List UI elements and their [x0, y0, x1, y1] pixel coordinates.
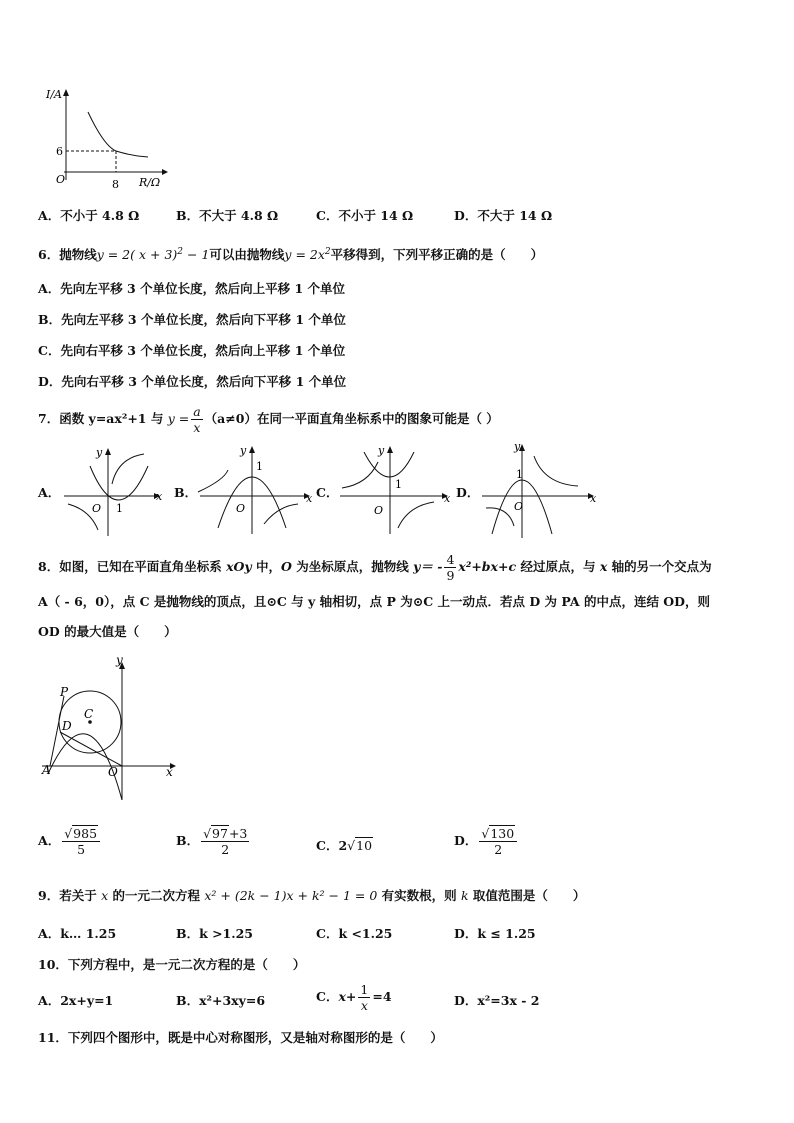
q8-option-b[interactable] [176, 826, 251, 857]
q7-graph-b[interactable] [194, 440, 320, 538]
q8-l1-e: 为坐标原点，抛物线 [291, 559, 414, 574]
q8-l1-g: x²+bx+c [458, 559, 517, 574]
q8-option-d[interactable] [454, 826, 519, 857]
q8-option-a-letter: A． [38, 833, 61, 848]
q6-formula-2 [284, 247, 330, 262]
q11-stem: 11．下列四个图形中，既是中心对称图形，又是轴对称图形的是（ ） [38, 1030, 443, 1045]
q7a-x-label: x [156, 490, 163, 503]
q5-y-label: I/A [46, 88, 62, 101]
q6-stem-suffix: 平移得到，下列平移正确的是（ ） [330, 247, 544, 263]
q10-option-c-a: x+ [338, 989, 357, 1004]
q10-option-c-den: x [360, 998, 368, 1013]
q7d-origin: O [514, 500, 524, 513]
q8-line-1 [38, 552, 712, 583]
q10-option-d[interactable]: D．x²=3x - 2 [454, 993, 540, 1008]
q8-option-b-letter: B． [176, 833, 200, 848]
q7-stem-prefix: 7．函数 y=ax²+1 与 [38, 411, 168, 426]
q7b-y-arrow [249, 446, 255, 453]
q8-option-a[interactable] [38, 826, 102, 857]
q8-l1-b: xOy [226, 559, 252, 574]
q6-option-b[interactable]: B．先向左平移 3 个单位长度，然后向下平移 1 个单位 [38, 312, 346, 327]
q8-figure [36, 650, 186, 808]
q7b-one: 1 [256, 460, 263, 473]
q10-option-c-b: =4 [372, 989, 392, 1004]
q6-stem-prefix: 6．抛物线 [38, 247, 97, 263]
q7-graph-a[interactable] [60, 444, 170, 542]
q9-stem-d: 取值范围是（ ） [468, 888, 586, 903]
q7d-hyperbola-2 [486, 508, 514, 526]
q8-l1-j: 轴的另一个交点为 [607, 559, 712, 574]
q7a-origin: O [92, 502, 102, 515]
q8-option-b-num-tail: +3 [228, 826, 248, 841]
q8-x-label: x [166, 765, 173, 779]
q10-option-b[interactable]: B．x²+3xy=6 [176, 993, 266, 1008]
q9-option-c[interactable]: C．k <1.25 [316, 926, 393, 941]
q7c-y-arrow [387, 446, 393, 453]
q8-l1-f: y＝ - [413, 559, 443, 574]
q7-option-c-letter[interactable]: C． [316, 485, 339, 500]
q8-option-c-rad: 10 [356, 838, 373, 853]
q6-f1-tail: − 1 [183, 247, 210, 263]
q7c-x-label: x [444, 492, 451, 505]
q7a-y-arrow [105, 448, 111, 455]
q7c-origin: O [374, 504, 384, 517]
q8-option-b-den: 2 [221, 842, 230, 857]
q8-l1-d: O [281, 559, 292, 574]
q7b-x-label: x [306, 492, 313, 505]
q5-x-tick: 8 [112, 178, 119, 191]
q5-option-d[interactable]: D．不大于 14 Ω [454, 208, 553, 223]
q7a-one: 1 [116, 502, 123, 515]
q8-line-2: A（ - 6，0），点 C 是抛物线的顶点，且⊙C 与 y 轴相切，点 P 为⊙C 上一动点．若点 D 为 PA 的中点，连结 OD，则 [38, 594, 711, 609]
q5-y-arrow [63, 89, 69, 96]
q6-stem [38, 244, 543, 263]
q6-formula-1 [97, 247, 210, 262]
q7b-hyperbola-1 [198, 470, 228, 492]
q9-stem-a: 9．若关于 [38, 888, 102, 903]
q8-line-3: OD 的最大值是（ ） [38, 624, 177, 639]
q8-option-d-den: 2 [494, 842, 503, 857]
q7a-parabola [90, 466, 148, 500]
q8-option-a-num: 985 [73, 826, 98, 841]
q7-frac-den: x [193, 420, 201, 435]
q10-option-c-letter: C． [316, 989, 339, 1004]
q6-option-d[interactable]: D．先向右平移 3 个单位长度，然后向下平移 1 个单位 [38, 374, 347, 389]
q6-option-c[interactable]: C．先向右平移 3 个单位长度，然后向上平移 1 个单位 [38, 343, 346, 358]
q8-label-d: D [62, 719, 72, 733]
q8-option-a-frac: $\frac{√985}{5}$ [62, 826, 100, 857]
q6-f1-base: y = 2( x + 3) [96, 247, 178, 263]
q9-option-a[interactable]: A．k… 1.25 [38, 926, 117, 941]
q8-label-o: O [108, 765, 118, 779]
q9-option-d[interactable]: D．k ≤ 1.25 [454, 926, 536, 941]
q8-frac-den: 9 [446, 568, 455, 583]
q9-stem [38, 888, 585, 904]
q9-stem-x: x [101, 888, 109, 903]
q10-option-c-frac [358, 982, 370, 1013]
q7-frac-lhs: y = [167, 411, 190, 426]
q10-option-c-num: 1 [360, 982, 369, 997]
q7-stem [38, 404, 499, 435]
q7-graph-d[interactable] [478, 436, 602, 542]
q6-f2-exp: 2 [324, 247, 331, 257]
q10-stem: 10．下列方程中，是一元二次方程的是（ ） [38, 957, 306, 972]
q7b-origin: O [236, 502, 246, 515]
q7-stem-suffix: （a≠0）在同一平面直角坐标系中的图象可能是（ ） [204, 411, 499, 426]
q7d-y-label: y [514, 440, 521, 453]
q8-option-c-coef: 2 [338, 838, 348, 853]
q5-option-a[interactable]: A．不小于 4.8 Ω [38, 208, 140, 223]
q7d-one: 1 [516, 468, 523, 481]
q8-option-c-letter: C． [316, 838, 339, 853]
q8-label-c: C [84, 707, 94, 721]
q5-x-label: R/Ω [139, 176, 161, 189]
q9-option-b[interactable]: B．k >1.25 [176, 926, 253, 941]
q8-label-p: P [60, 685, 69, 699]
q8-y-label: y [116, 653, 123, 667]
q7a-y-label: y [96, 446, 103, 459]
q7a-hyperbola-1 [112, 454, 144, 484]
q8-l1-a: 8．如图，已知在平面直角坐标系 [38, 559, 227, 574]
q5-option-b[interactable]: B．不大于 4.8 Ω [176, 208, 279, 223]
q9-equation: x² + (2k − 1)x + k² − 1 = 0 [204, 888, 378, 903]
q7d-hyperbola-1 [534, 456, 578, 486]
q7c-one: 1 [395, 478, 402, 491]
q8-option-c[interactable]: C．2√10 [316, 838, 373, 853]
q6-stem-mid: 可以由抛物线 [209, 247, 285, 263]
q5-y-tick: 6 [56, 145, 63, 158]
q9-stem-k: k [461, 888, 469, 903]
q10-option-a[interactable]: A．2x+y=1 [38, 993, 114, 1008]
q6-option-a[interactable]: A．先向左平移 3 个单位长度，然后向上平移 1 个单位 [38, 281, 346, 296]
q5-option-c[interactable]: C．不小于 14 Ω [316, 208, 414, 223]
q7c-y-label: y [378, 444, 385, 457]
q10-option-c[interactable] [316, 982, 392, 1013]
q8-option-d-frac: $\frac{√130}{2}$ [479, 826, 517, 857]
q8-option-d-letter: D． [454, 833, 478, 848]
q7c-hyperbola-2 [398, 502, 434, 528]
q8-option-b-num: 97 [212, 826, 228, 841]
q8-label-a: A [42, 763, 51, 777]
q8-l1-h: 经过原点，与 [516, 559, 600, 574]
q8-fraction [444, 552, 456, 583]
q7-frac-num: a [193, 404, 201, 419]
q7-fraction [191, 404, 202, 435]
q8-option-b-frac: $\frac{√97+3}{2}$ [203, 826, 248, 857]
q7d-x-label: x [590, 492, 597, 505]
q7-option-a-letter[interactable]: A． [38, 485, 61, 500]
q8-l1-c: 中， [251, 559, 282, 574]
q5-graph [36, 84, 176, 194]
q8-segment-od [60, 732, 122, 766]
q6-f1-exp: 2 [177, 247, 184, 257]
q5-curve [88, 112, 148, 157]
q8-l1-i: x [599, 559, 608, 574]
q7-option-d-letter[interactable]: D． [456, 485, 480, 500]
q7b-y-label: y [240, 444, 247, 457]
q8-option-d-num: 130 [490, 826, 515, 841]
q5-origin: O [56, 173, 66, 186]
q9-stem-b: 的一元二次方程 [108, 888, 205, 903]
q5-x-arrow [162, 169, 168, 175]
q7-option-b-letter[interactable]: B． [174, 485, 198, 500]
q7-graph-c[interactable] [334, 440, 458, 538]
q9-stem-c: 有实数根，则 [377, 888, 461, 903]
q6-f2-base: y = 2x [284, 247, 325, 263]
q8-option-a-den: 5 [77, 842, 86, 857]
q8-frac-num: 4 [446, 552, 455, 567]
